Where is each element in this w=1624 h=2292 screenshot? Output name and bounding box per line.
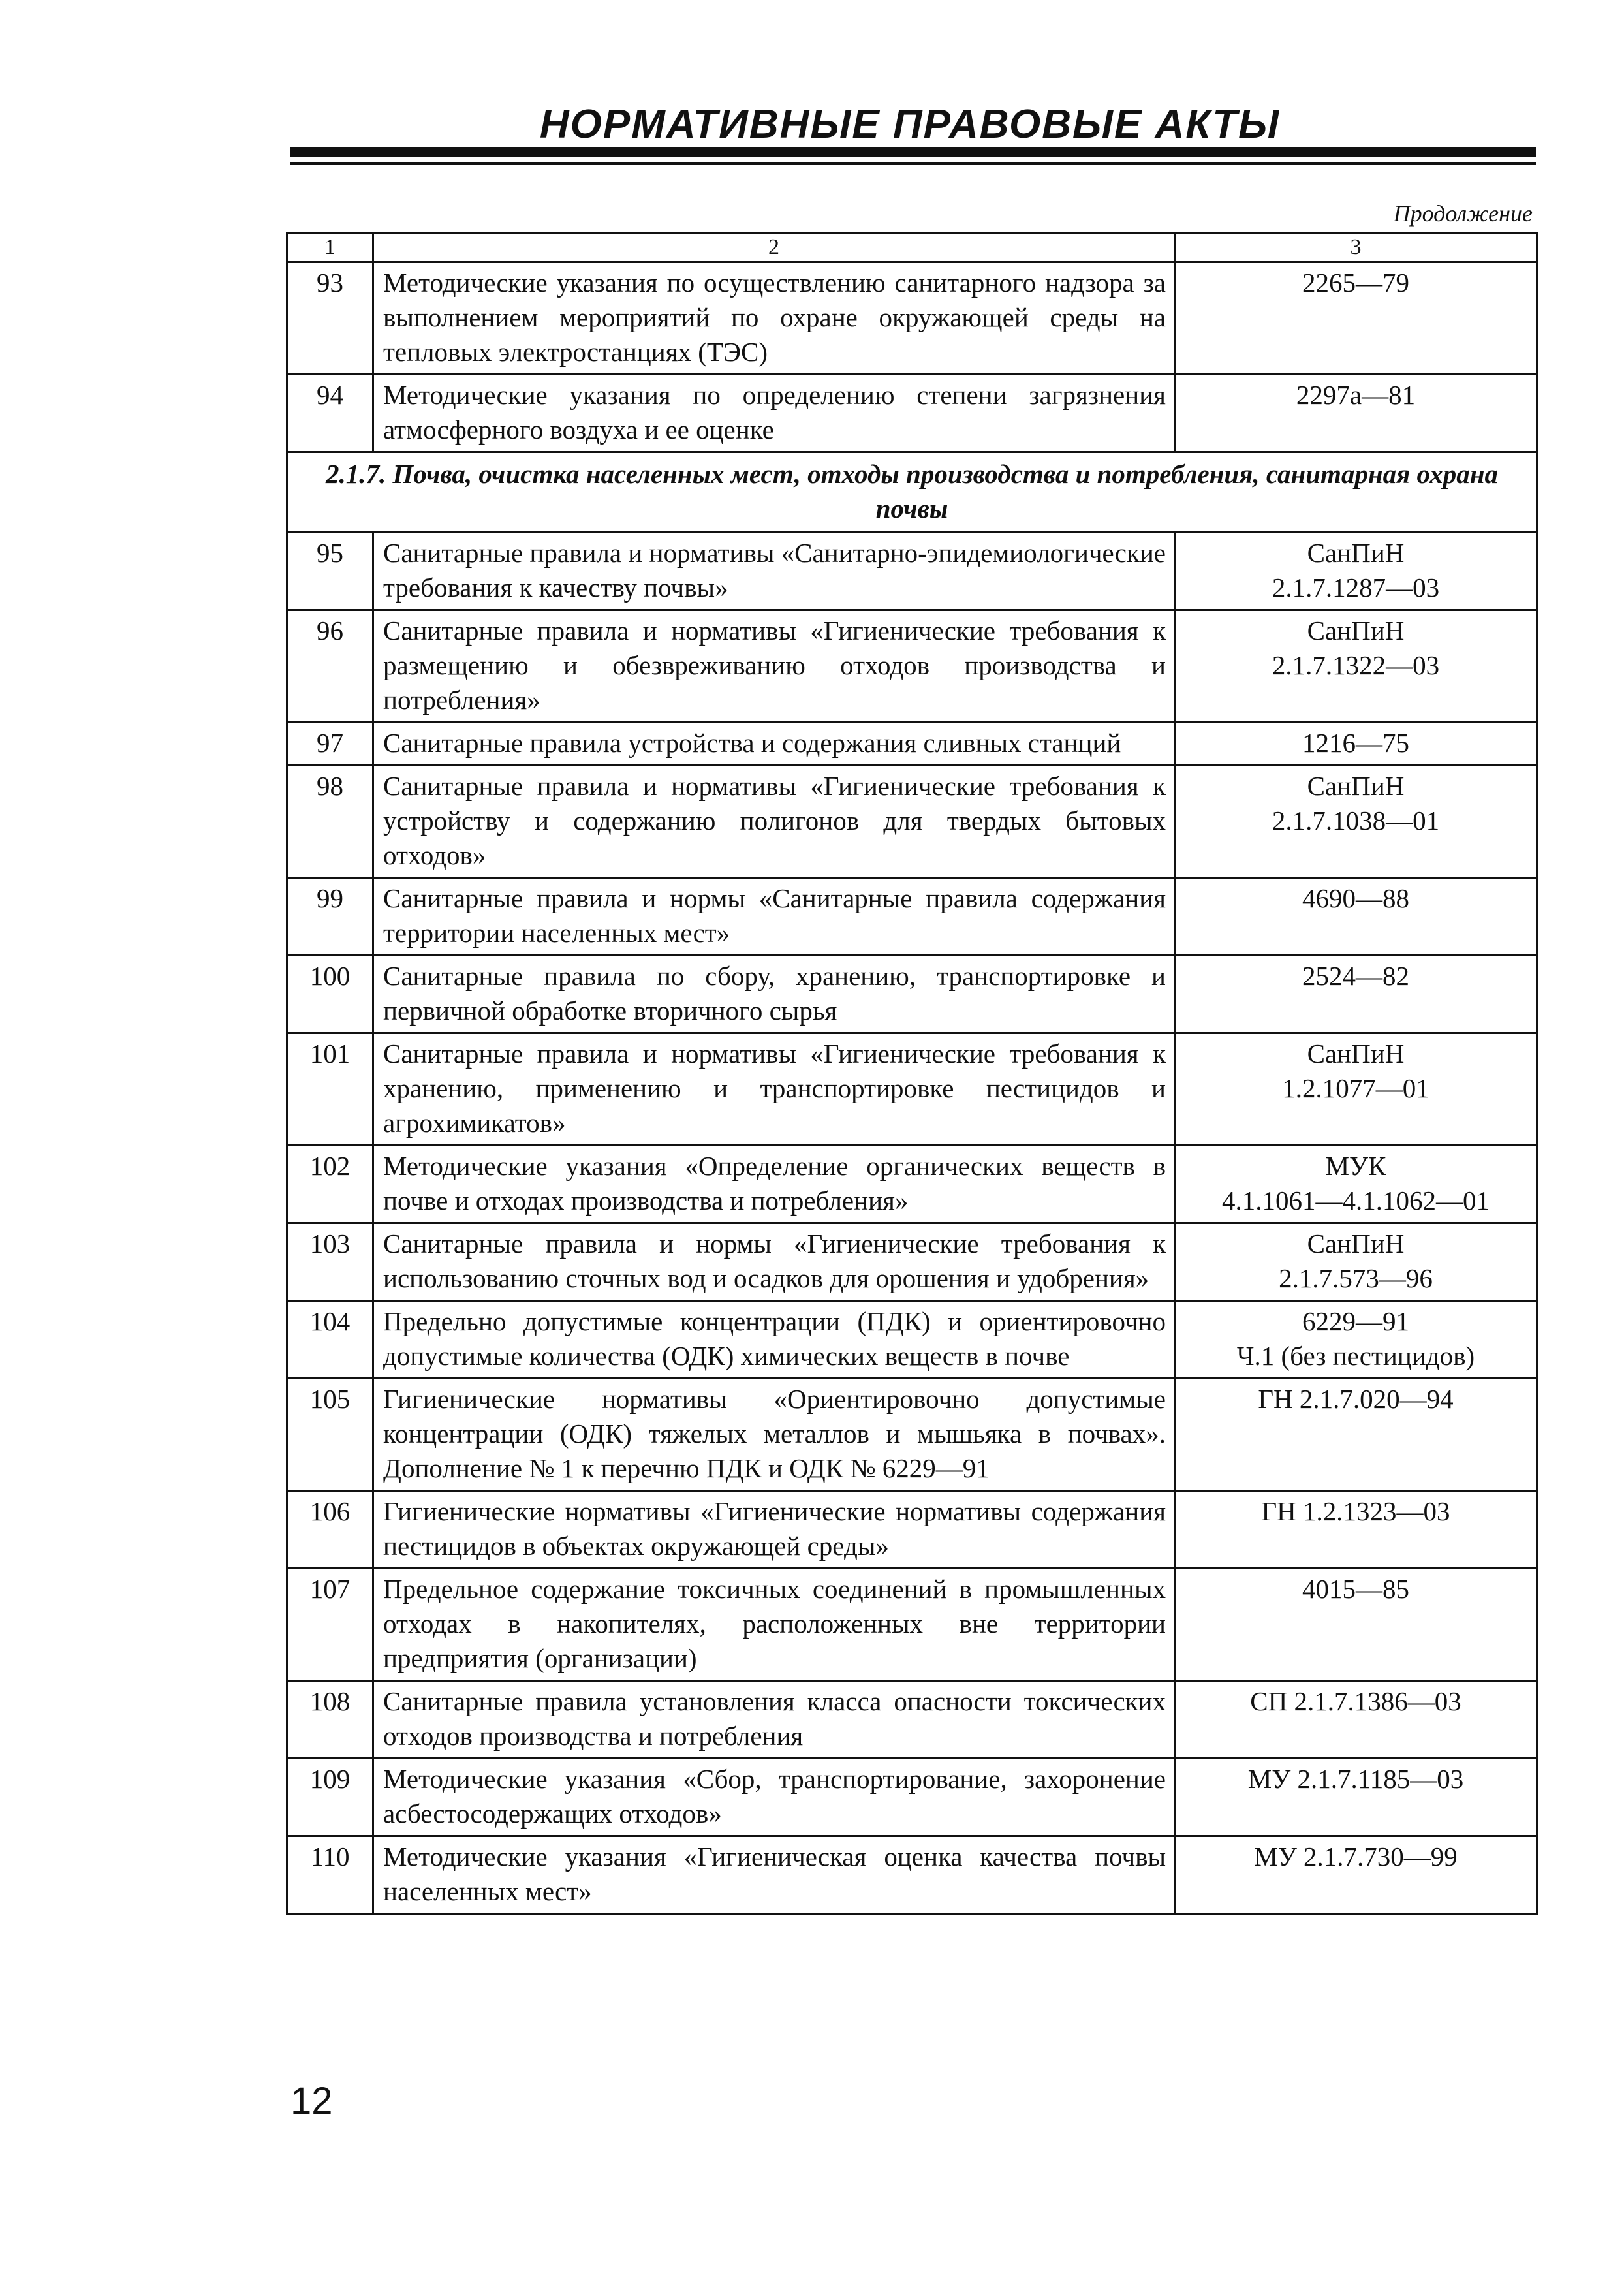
document-code-line: МУ 2.1.7.730—99 — [1254, 1842, 1458, 1872]
table-row — [287, 723, 1537, 766]
document-title: Санитарные правила и нормативы «Гигиенические требования к размещению и обезвреживанию отходов производства и потребления» — [373, 610, 1175, 723]
document-code-line: 2265—79 — [1302, 268, 1409, 298]
row-number: 110 — [287, 1836, 373, 1914]
document-code-line: МУ 2.1.7.1185—03 — [1247, 1764, 1464, 1794]
row-number: 96 — [287, 610, 373, 723]
document-title: Методические указания «Сбор, транспортирование, захоронение асбестосодержащих отходов» — [373, 1759, 1175, 1836]
row-number: 99 — [287, 878, 373, 956]
column-number-3: 3 — [1175, 233, 1537, 262]
document-title: Методические указания «Определение органических веществ в почве и отходах производства и потребления» — [373, 1146, 1175, 1223]
page-header-title: НОРМАТИВНЫЕ ПРАВОВЫЕ АКТЫ — [539, 102, 1281, 147]
document-code-line: МУК — [1325, 1151, 1386, 1181]
row-number: 107 — [287, 1569, 373, 1681]
row-number: 95 — [287, 533, 373, 610]
document-code-line: 2297а—81 — [1296, 380, 1416, 410]
document-code — [1175, 1379, 1537, 1491]
document-code — [1175, 766, 1537, 878]
row-number: 97 — [287, 723, 373, 766]
table-row — [287, 1569, 1537, 1681]
document-title: Санитарные правила по сбору, хранению, транспортировке и первичной обработке вторичного сырья — [373, 956, 1175, 1033]
table-row — [287, 956, 1537, 1033]
document-code-line: 4.1.1061—4.1.1062—01 — [1222, 1185, 1490, 1216]
document-code-line: 2.1.7.1322—03 — [1272, 650, 1440, 680]
document-code-line: 4690—88 — [1302, 883, 1409, 913]
document-code — [1175, 610, 1537, 723]
table-row — [287, 1146, 1537, 1223]
document-code-line: СанПиН — [1307, 1039, 1405, 1069]
row-number: 109 — [287, 1759, 373, 1836]
row-number: 94 — [287, 375, 373, 452]
document-code-line: 2.1.7.573—96 — [1279, 1263, 1433, 1293]
document-code — [1175, 533, 1537, 610]
normative-acts-table — [286, 232, 1538, 1915]
row-number: 105 — [287, 1379, 373, 1491]
document-title: Методические указания по осуществлению санитарного надзора за выполнением мероприятий по охране окружающей среды на тепловых электростанциях (ТЭС) — [373, 262, 1175, 375]
table-row — [287, 1836, 1537, 1914]
document-code-line: 2.1.7.1038—01 — [1272, 806, 1440, 836]
document-title: Санитарные правила и нормативы «Санитарно-эпидемиологические требования к качеству почвы» — [373, 533, 1175, 610]
document-code — [1175, 1301, 1537, 1379]
document-title: Санитарные правила и нормы «Санитарные правила содержания территории населенных мест» — [373, 878, 1175, 956]
row-number: 98 — [287, 766, 373, 878]
table-row — [287, 766, 1537, 878]
table-row — [287, 1681, 1537, 1759]
table-row — [287, 533, 1537, 610]
document-code — [1175, 1759, 1537, 1836]
document-code-line: СП 2.1.7.1386—03 — [1250, 1686, 1461, 1716]
continuation-label: Продолжение — [1393, 200, 1533, 227]
document-code — [1175, 262, 1537, 375]
document-code-line: СанПиН — [1307, 771, 1405, 801]
document-code-line: СанПиН — [1307, 1229, 1405, 1259]
document-title: Предельное содержание токсичных соединений в промышленных отходах в накопителях, расположенных вне территории предприятия (организации) — [373, 1569, 1175, 1681]
document-code-line: 1216—75 — [1302, 728, 1409, 758]
document-title: Санитарные правила устройства и содержания сливных станций — [373, 723, 1175, 766]
row-number: 100 — [287, 956, 373, 1033]
document-code-line: 6229—91 — [1302, 1306, 1409, 1336]
document-code-line: СанПиН — [1307, 616, 1405, 646]
document-code — [1175, 723, 1537, 766]
document-code-line: 4015—85 — [1302, 1574, 1409, 1604]
document-title: Гигиенические нормативы «Ориентировочно допустимые концентрации (ОДК) тяжелых металлов и мышьяка в почвах». Дополнение № 1 к перечню ПДК и ОДК № 6229—91 — [373, 1379, 1175, 1491]
row-number: 104 — [287, 1301, 373, 1379]
document-title: Санитарные правила установления класса опасности токсических отходов производства и потребления — [373, 1681, 1175, 1759]
table-row — [287, 1379, 1537, 1491]
document-code-line: Ч.1 (без пестицидов) — [1236, 1341, 1475, 1371]
page-number: 12 — [290, 2080, 333, 2122]
section-heading-row — [287, 452, 1537, 533]
document-title: Методические указания «Гигиеническая оценка качества почвы населенных мест» — [373, 1836, 1175, 1914]
table-row — [287, 610, 1537, 723]
column-number-2: 2 — [373, 233, 1175, 262]
document-code-line: 2524—82 — [1302, 961, 1409, 991]
document-title: Гигиенические нормативы «Гигиенические нормативы содержания пестицидов в объектах окружающей среды» — [373, 1491, 1175, 1569]
document-code — [1175, 1836, 1537, 1914]
row-number: 108 — [287, 1681, 373, 1759]
table-row — [287, 1491, 1537, 1569]
document-code-line: ГН 1.2.1323—03 — [1261, 1496, 1450, 1526]
document-code — [1175, 1681, 1537, 1759]
document-title: Предельно допустимые концентрации (ПДК) и ориентировочно допустимые количества (ОДК) химических веществ в почве — [373, 1301, 1175, 1379]
document-code — [1175, 1223, 1537, 1301]
document-code-line: 1.2.1077—01 — [1282, 1073, 1429, 1103]
table-row — [287, 1301, 1537, 1379]
document-code — [1175, 1033, 1537, 1146]
document-code — [1175, 956, 1537, 1033]
document-code — [1175, 1569, 1537, 1681]
document-title: Санитарные правила и нормативы «Гигиенические требования к устройству и содержанию полигонов для твердых бытовых отходов» — [373, 766, 1175, 878]
table-row — [287, 1033, 1537, 1146]
header-rule-thin — [290, 162, 1536, 165]
document-code — [1175, 878, 1537, 956]
document-title: Санитарные правила и нормы «Гигиенические требования к использованию сточных вод и осадков для орошения и удобрения» — [373, 1223, 1175, 1301]
document-code-line: ГН 2.1.7.020—94 — [1258, 1384, 1454, 1414]
row-number: 93 — [287, 262, 373, 375]
column-number-row — [287, 233, 1537, 262]
header-rule-thick — [290, 147, 1536, 157]
table-row — [287, 1759, 1537, 1836]
document-code — [1175, 375, 1537, 452]
table-row — [287, 375, 1537, 452]
table-row — [287, 262, 1537, 375]
document-code — [1175, 1146, 1537, 1223]
section-heading: 2.1.7. Почва, очистка населенных мест, отходы производства и потребления, санитарная охрана почвы — [287, 452, 1537, 533]
row-number: 102 — [287, 1146, 373, 1223]
row-number: 106 — [287, 1491, 373, 1569]
row-number: 101 — [287, 1033, 373, 1146]
table-row — [287, 878, 1537, 956]
document-code-line: 2.1.7.1287—03 — [1272, 573, 1440, 603]
column-number-1: 1 — [287, 233, 373, 262]
document-code — [1175, 1491, 1537, 1569]
table-row — [287, 1223, 1537, 1301]
document-code-line: СанПиН — [1307, 538, 1405, 568]
document-title: Методические указания по определению степени загрязнения атмосферного воздуха и ее оценке — [373, 375, 1175, 452]
row-number: 103 — [287, 1223, 373, 1301]
document-title: Санитарные правила и нормативы «Гигиенические требования к хранению, применению и транспортировке пестицидов и агрохимикатов» — [373, 1033, 1175, 1146]
